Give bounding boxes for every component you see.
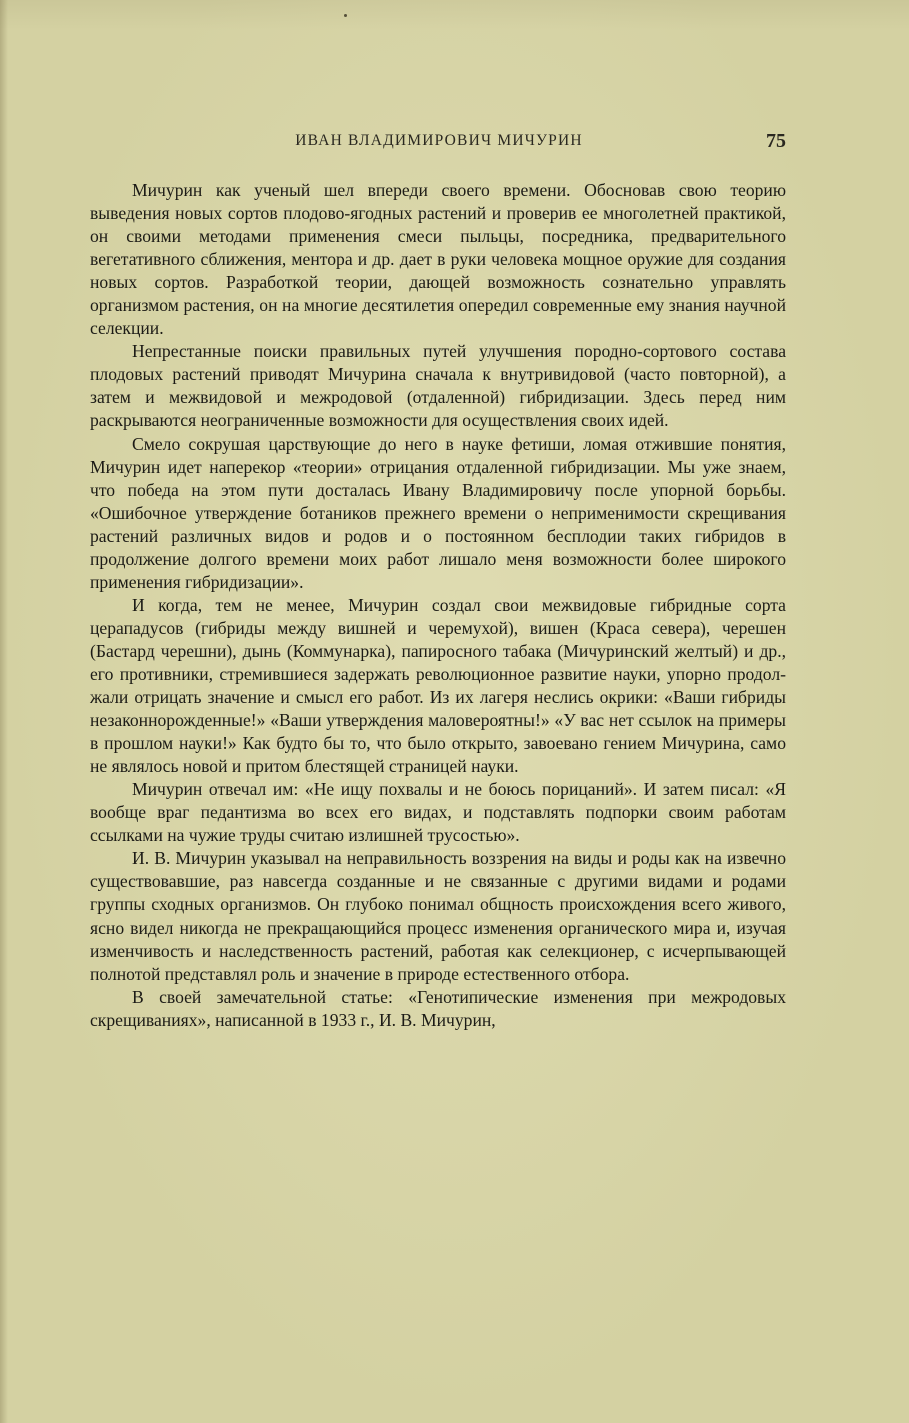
paragraph: И. В. Мичурин указывал на неправильность воззрения на виды и роды как на извечно существовавшие, раз навсегда созданные и не связанные с другими видами и родами группы сходных организмов. Он глубоко понимал общность происхождения всего живого, ясно видел никогда не прекращающийся процесс изменения органического мира и, изучая изменчивость и наследственность растений, работая как селекционер, с исчерпывающей полнотой представлял роль и значение в природе естественного отбора. xyxy=(90,848,786,984)
paragraph: Непрестанные поиски правильных путей улучшения породно-сортового состава плодовых растений приводят Мичурина сначала к внутривидовой (часто повторной), а затем и межвидовой и межродовой (отдаленной) гибридизации. Здесь перед ним раскрываются неограниченные возможности для осуществления своих идей. xyxy=(90,341,786,431)
paragraph: И когда, тем не менее, Мичурин создал свои межвидовые гибридные сорта церападусов (гибриды между вишней и черемухой), вишен (Краса севера), черешен (Бастард черешни), дынь (Коммунарка), папиросного табака (Мичуринский желтый) и др., его противники, стремившиеся задержать революционное развитие науки, упорно продолжали отрицать значение и смысл его работ. Из их лагеря неслись окрики: «Ваши гибриды незаконнорожденные!» «Ваши утверждения маловероятны!» «У вас нет ссылок на примеры в прошлом науки!» Как будто бы то, что было открыто, завоевано гением Мичурина, само не являлось новой и притом блестящей страницей науки. xyxy=(90,594,786,777)
print-speck xyxy=(344,14,347,17)
paragraph: В своей замечательной статье: «Генотипические изменения при межродовых скрещиваниях», написанной в 1933 г., И. В. Мичурин, xyxy=(90,986,786,1030)
page-header xyxy=(92,130,786,154)
page-number: 75 xyxy=(766,130,786,152)
paragraph: Смело сокрушая царствующие до него в науке фетиши, ломая отжившие понятия, Мичурин идет наперекор «теории» отрицания отдаленной гибридизации. Мы уже знаем, что победа на этом пути досталась Ивану Владимировичу после упорной борьбы. «Ошибочное утверждение ботаников прежнего времени о неприменимости скрещивания растений различных видов и родов и о постоянном бесплодии таких гибридов в продолжение долгого времени моих работ лишало меня возможности более широкого применения гибридизации». xyxy=(90,433,786,592)
paragraph: Мичурин как ученый шел впереди своего времени. Обосновав свою теорию выведения новых сортов плодово-ягодных растений и проверив ее многолетней практикой, он своими методами применения смеси пыльцы, посредника, предварительного вегетативного сближения, ментора и др. дает в руки человека мощное оружие для создания новых сортов. Разработкой теории, дающей возможность сознательно управлять организмом растения, он на многие десятилетия опередил современные ему знания научной селекции. xyxy=(90,180,786,339)
paragraph: Мичурин отвечал им: «Не ищу похвалы и не боюсь порицаний». И затем писал: «Я вообще враг педантизма во всех его видах, и подставлять подпорки своим работам ссылками на чужие труды считаю излишней трусостью». xyxy=(90,779,786,846)
body-text xyxy=(90,179,786,1032)
running-title: ИВАН ВЛАДИМИРОВИЧ МИЧУРИН xyxy=(295,132,583,149)
